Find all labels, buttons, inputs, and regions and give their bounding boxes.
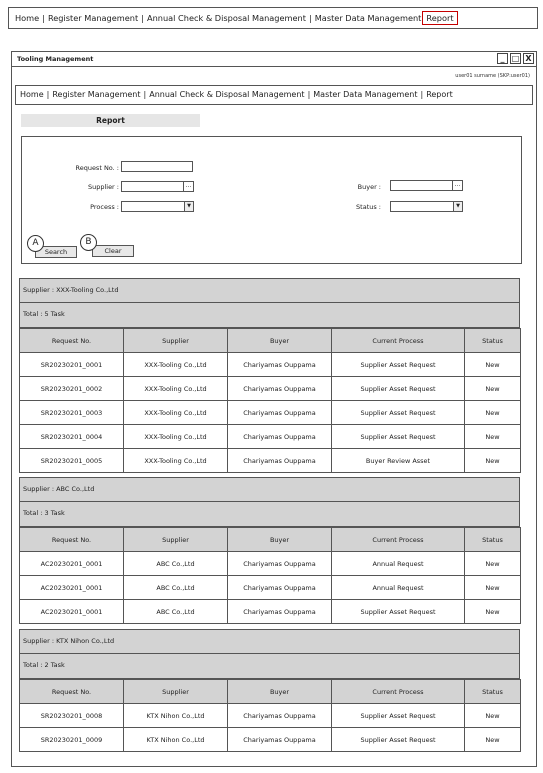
top-nav-separator: | [42,13,45,23]
sub-nav-separator: | [46,90,50,99]
sub-nav [15,85,533,105]
cell-request-no: SR20230201_0002 [20,377,124,401]
cell-request-no: SR20230201_0003 [20,401,124,425]
top-nav-annual-check[interactable]: Annual Check & Disposal Management [146,13,306,23]
column-header-current-process: Current Process [332,680,465,704]
sub-nav-register-management[interactable]: Register Management [52,90,141,99]
column-header-buyer: Buyer [228,528,332,552]
process-label: Process : [90,203,119,211]
cell-current-process: Supplier Asset Request [332,704,465,728]
cell-status: New [465,576,521,600]
cell-current-process: Supplier Asset Request [332,377,465,401]
column-header-request-no: Request No. [20,329,124,353]
top-nav-separator: | [308,13,312,23]
chevron-down-icon[interactable]: ▼ [184,202,193,211]
table-header-row [20,528,521,552]
cell-supplier: KTX Nihon Co.,Ltd [124,728,228,752]
status-select[interactable] [390,201,463,212]
task-table [19,527,521,624]
column-header-status: Status [465,329,521,353]
cell-buyer: Chariyamas Ouppama [228,377,332,401]
supplier-group-header: Supplier : XXX-Tooling Co.,Ltd [19,278,520,303]
window-controls [497,53,534,64]
cell-buyer: Chariyamas Ouppama [228,353,332,377]
buyer-browse-button[interactable]: ... [452,181,462,190]
column-header-buyer: Buyer [228,329,332,353]
search-button[interactable]: Search [35,246,77,258]
table-row[interactable] [20,425,521,449]
sub-nav-separator: | [420,90,424,99]
table-row[interactable] [20,552,521,576]
cell-status: New [465,704,521,728]
cell-buyer: Chariyamas Ouppama [228,576,332,600]
column-header-request-no: Request No. [20,680,124,704]
cell-status: New [465,425,521,449]
buyer-input[interactable] [390,180,463,191]
cell-status: New [465,600,521,624]
supplier-group [19,477,520,624]
cell-supplier: ABC Co.,Ltd [124,552,228,576]
request-no-input[interactable] [121,161,193,172]
close-icon[interactable]: X [523,53,534,64]
process-select[interactable] [121,201,194,212]
status-label: Status : [356,203,381,211]
task-table [19,328,521,473]
cell-supplier: ABC Co.,Ltd [124,600,228,624]
clear-button[interactable]: Clear [92,245,134,257]
cell-request-no: SR20230201_0008 [20,704,124,728]
window-titlebar [12,52,536,67]
cell-request-no: AC20230201_0001 [20,552,124,576]
window-title: Tooling Management [17,55,94,63]
supplier-browse-button[interactable]: ... [183,182,193,191]
sub-nav-home[interactable]: Home [20,90,44,99]
table-header-row [20,680,521,704]
column-header-status: Status [465,680,521,704]
cell-buyer: Chariyamas Ouppama [228,600,332,624]
cell-current-process: Buyer Review Asset [332,449,465,473]
cell-status: New [465,353,521,377]
top-nav [8,7,538,29]
supplier-group [19,629,520,752]
column-header-supplier: Supplier [124,329,228,353]
cell-request-no: SR20230201_0004 [20,425,124,449]
cell-current-process: Supplier Asset Request [332,600,465,624]
cell-supplier: XXX-Tooling Co.,Ltd [124,401,228,425]
cell-current-process: Supplier Asset Request [332,728,465,752]
maximize-icon[interactable]: □ [511,54,520,63]
top-nav-report[interactable]: Report [422,11,457,25]
cell-current-process: Supplier Asset Request [332,401,465,425]
cell-current-process: Annual Request [332,552,465,576]
top-nav-master-data[interactable]: Master Data Management [314,13,422,23]
report-section-title: Report [21,114,200,127]
table-row[interactable] [20,353,521,377]
cell-supplier: XXX-Tooling Co.,Ltd [124,353,228,377]
sub-nav-annual-check[interactable]: Annual Check & Disposal Management [149,90,305,99]
cell-request-no: SR20230201_0009 [20,728,124,752]
filter-panel [21,136,522,264]
supplier-group-total: Total : 5 Task [19,303,520,328]
sub-nav-separator: | [143,90,147,99]
cell-request-no: AC20230201_0001 [20,600,124,624]
cell-status: New [465,552,521,576]
column-header-current-process: Current Process [332,329,465,353]
table-row[interactable] [20,449,521,473]
cell-supplier: XXX-Tooling Co.,Ltd [124,449,228,473]
cell-supplier: ABC Co.,Ltd [124,576,228,600]
cell-buyer: Chariyamas Ouppama [228,401,332,425]
table-row[interactable] [20,576,521,600]
cell-supplier: XXX-Tooling Co.,Ltd [124,377,228,401]
request-no-label: Request No. : [75,164,119,172]
supplier-label: Supplier : [87,183,119,191]
buyer-label: Buyer : [357,183,381,191]
top-nav-home[interactable]: Home [15,13,40,23]
table-row[interactable] [20,377,521,401]
cell-supplier: KTX Nihon Co.,Ltd [124,704,228,728]
supplier-input[interactable] [121,181,194,192]
table-row[interactable] [20,728,521,752]
cell-status: New [465,728,521,752]
table-row[interactable] [20,401,521,425]
supplier-group [19,278,520,473]
top-nav-register-management[interactable]: Register Management [47,13,139,23]
cell-request-no: AC20230201_0001 [20,576,124,600]
cell-current-process: Annual Request [332,576,465,600]
cell-buyer: Chariyamas Ouppama [228,704,332,728]
cell-buyer: Chariyamas Ouppama [228,728,332,752]
table-row[interactable] [20,704,521,728]
cell-buyer: Chariyamas Ouppama [228,425,332,449]
chevron-down-icon[interactable]: ▼ [453,202,462,211]
column-header-request-no: Request No. [20,528,124,552]
sub-nav-separator: | [307,90,311,99]
column-header-status: Status [465,528,521,552]
column-header-current-process: Current Process [332,528,465,552]
minimize-icon[interactable]: _ [497,53,508,64]
clear-callout-marker: B [80,234,97,251]
cell-status: New [465,377,521,401]
supplier-group-header: Supplier : KTX Nihon Co.,Ltd [19,629,520,654]
top-nav-separator: | [141,13,144,23]
cell-current-process: Supplier Asset Request [332,425,465,449]
column-header-buyer: Buyer [228,680,332,704]
table-row[interactable] [20,600,521,624]
column-header-supplier: Supplier [124,680,228,704]
cell-request-no: SR20230201_0001 [20,353,124,377]
cell-supplier: XXX-Tooling Co.,Ltd [124,425,228,449]
cell-current-process: Supplier Asset Request [332,353,465,377]
supplier-group-total: Total : 3 Task [19,502,520,527]
cell-status: New [465,449,521,473]
supplier-group-header: Supplier : ABC Co.,Ltd [19,477,520,502]
sub-nav-master-data[interactable]: Master Data Management [313,90,418,99]
table-header-row [20,329,521,353]
sub-nav-report[interactable]: Report [426,90,453,99]
task-table [19,679,521,752]
supplier-group-total: Total : 2 Task [19,654,520,679]
cell-buyer: Chariyamas Ouppama [228,552,332,576]
cell-status: New [465,401,521,425]
tooling-management-window [11,51,537,767]
cell-request-no: SR20230201_0005 [20,449,124,473]
column-header-supplier: Supplier [124,528,228,552]
user-info: user01 surname (SKP:user01) [455,73,530,79]
search-callout-marker: A [27,235,44,252]
cell-buyer: Chariyamas Ouppama [228,449,332,473]
